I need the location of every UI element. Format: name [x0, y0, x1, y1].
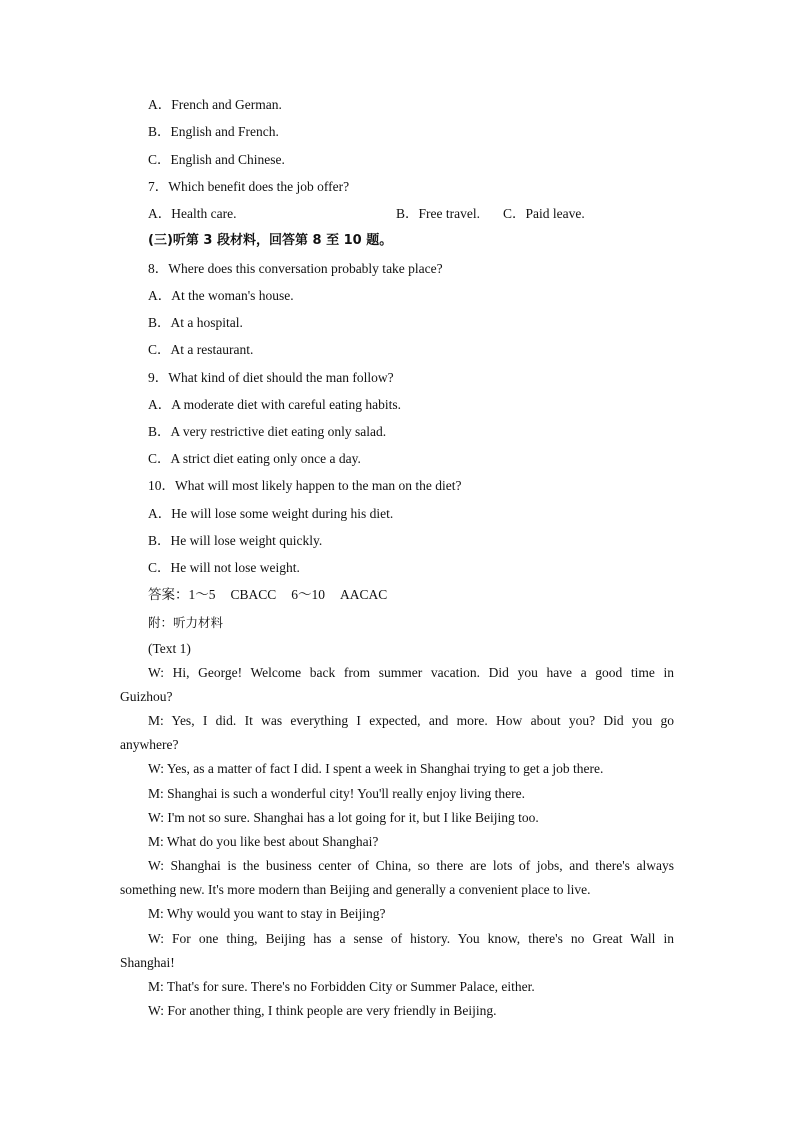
answer-key-1: CBACC: [230, 587, 277, 602]
dialogue-line-7a: W: Shanghai is the business center of China, so there are lots of jobs, and there's always: [148, 858, 674, 873]
q9-option-c: C．A strict diet eating only once a day.: [148, 451, 361, 466]
dialogue-line-5: W: I'm not so sure. Shanghai has a lot going for it, but I like Beijing too.: [148, 810, 539, 825]
dialogue-line-2a: M: Yes, I did. It was everything I expected, and more. How about you? Did you go: [148, 713, 674, 728]
q7-option-c: C．Paid leave.: [503, 206, 585, 221]
q8-option-a: A．At the woman's house.: [148, 288, 294, 303]
q9-option-a: A．A moderate diet with careful eating habits.: [148, 397, 402, 412]
q7-question: 7．Which benefit does the job offer?: [148, 179, 350, 194]
dialogue-line-2b: anywhere?: [120, 737, 179, 752]
dialogue-line-3: W: Yes, as a matter of fact I did. I spent a week in Shanghai trying to get a job there.: [148, 761, 604, 776]
answer-key: [148, 586, 387, 604]
q9-question: 9．What kind of diet should the man follow?: [148, 370, 394, 385]
q9-option-b: B．A very restrictive diet eating only salad.: [148, 424, 387, 439]
q7-option-b: B．Free travel.: [396, 206, 480, 221]
dialogue-line-1b: Guizhou?: [120, 689, 173, 704]
section-3-heading: (三)听第 3 段材料，回答第 8 至 10 题。: [148, 233, 393, 248]
q10-option-c: C．He will not lose weight.: [148, 560, 300, 575]
q10-option-a: A．He will lose some weight during his diet.: [148, 506, 394, 521]
text-1-label: (Text 1): [148, 641, 191, 656]
q6-option-c: C．English and Chinese.: [148, 152, 285, 167]
dialogue-line-8: M: Why would you want to stay in Beijing?: [148, 906, 386, 921]
answer-range-1: 1～5: [188, 587, 216, 602]
q8-question: 8．Where does this conversation probably take place?: [148, 261, 443, 276]
answer-key-2: AACAC: [340, 587, 388, 602]
q10-option-b: B．He will lose weight quickly.: [148, 533, 323, 548]
q6-option-b: B．English and French.: [148, 124, 279, 139]
answer-label: 答案：: [148, 587, 189, 602]
dialogue-line-4: M: Shanghai is such a wonderful city! You'll really enjoy living there.: [148, 786, 525, 801]
answer-range-2: 6～10: [291, 587, 326, 602]
q6-option-a: A．French and German.: [148, 97, 282, 112]
dialogue-line-10: M: That's for sure. There's no Forbidden City or Summer Palace, either.: [148, 979, 535, 994]
q10-question: 10．What will most likely happen to the man on the diet?: [148, 478, 462, 493]
q7-option-a: A．Health care.: [148, 206, 237, 221]
q8-option-b: B．At a hospital.: [148, 315, 243, 330]
dialogue-line-6: M: What do you like best about Shanghai?: [148, 834, 379, 849]
dialogue-line-11: W: For another thing, I think people are very friendly in Beijing.: [148, 1003, 497, 1018]
q8-option-c: C．At a restaurant.: [148, 342, 254, 357]
dialogue-line-9b: Shanghai!: [120, 955, 175, 970]
dialogue-line-7b: something new. It's more modern than Beijing and generally a convenient place to live.: [120, 882, 591, 897]
dialogue-line-9a: W: For one thing, Beijing has a sense of history. You know, there's no Great Wall in: [148, 931, 674, 946]
appendix-label: 附：听力材料: [148, 615, 224, 630]
dialogue-line-1a: W: Hi, George! Welcome back from summer vacation. Did you have a good time in: [148, 665, 674, 680]
